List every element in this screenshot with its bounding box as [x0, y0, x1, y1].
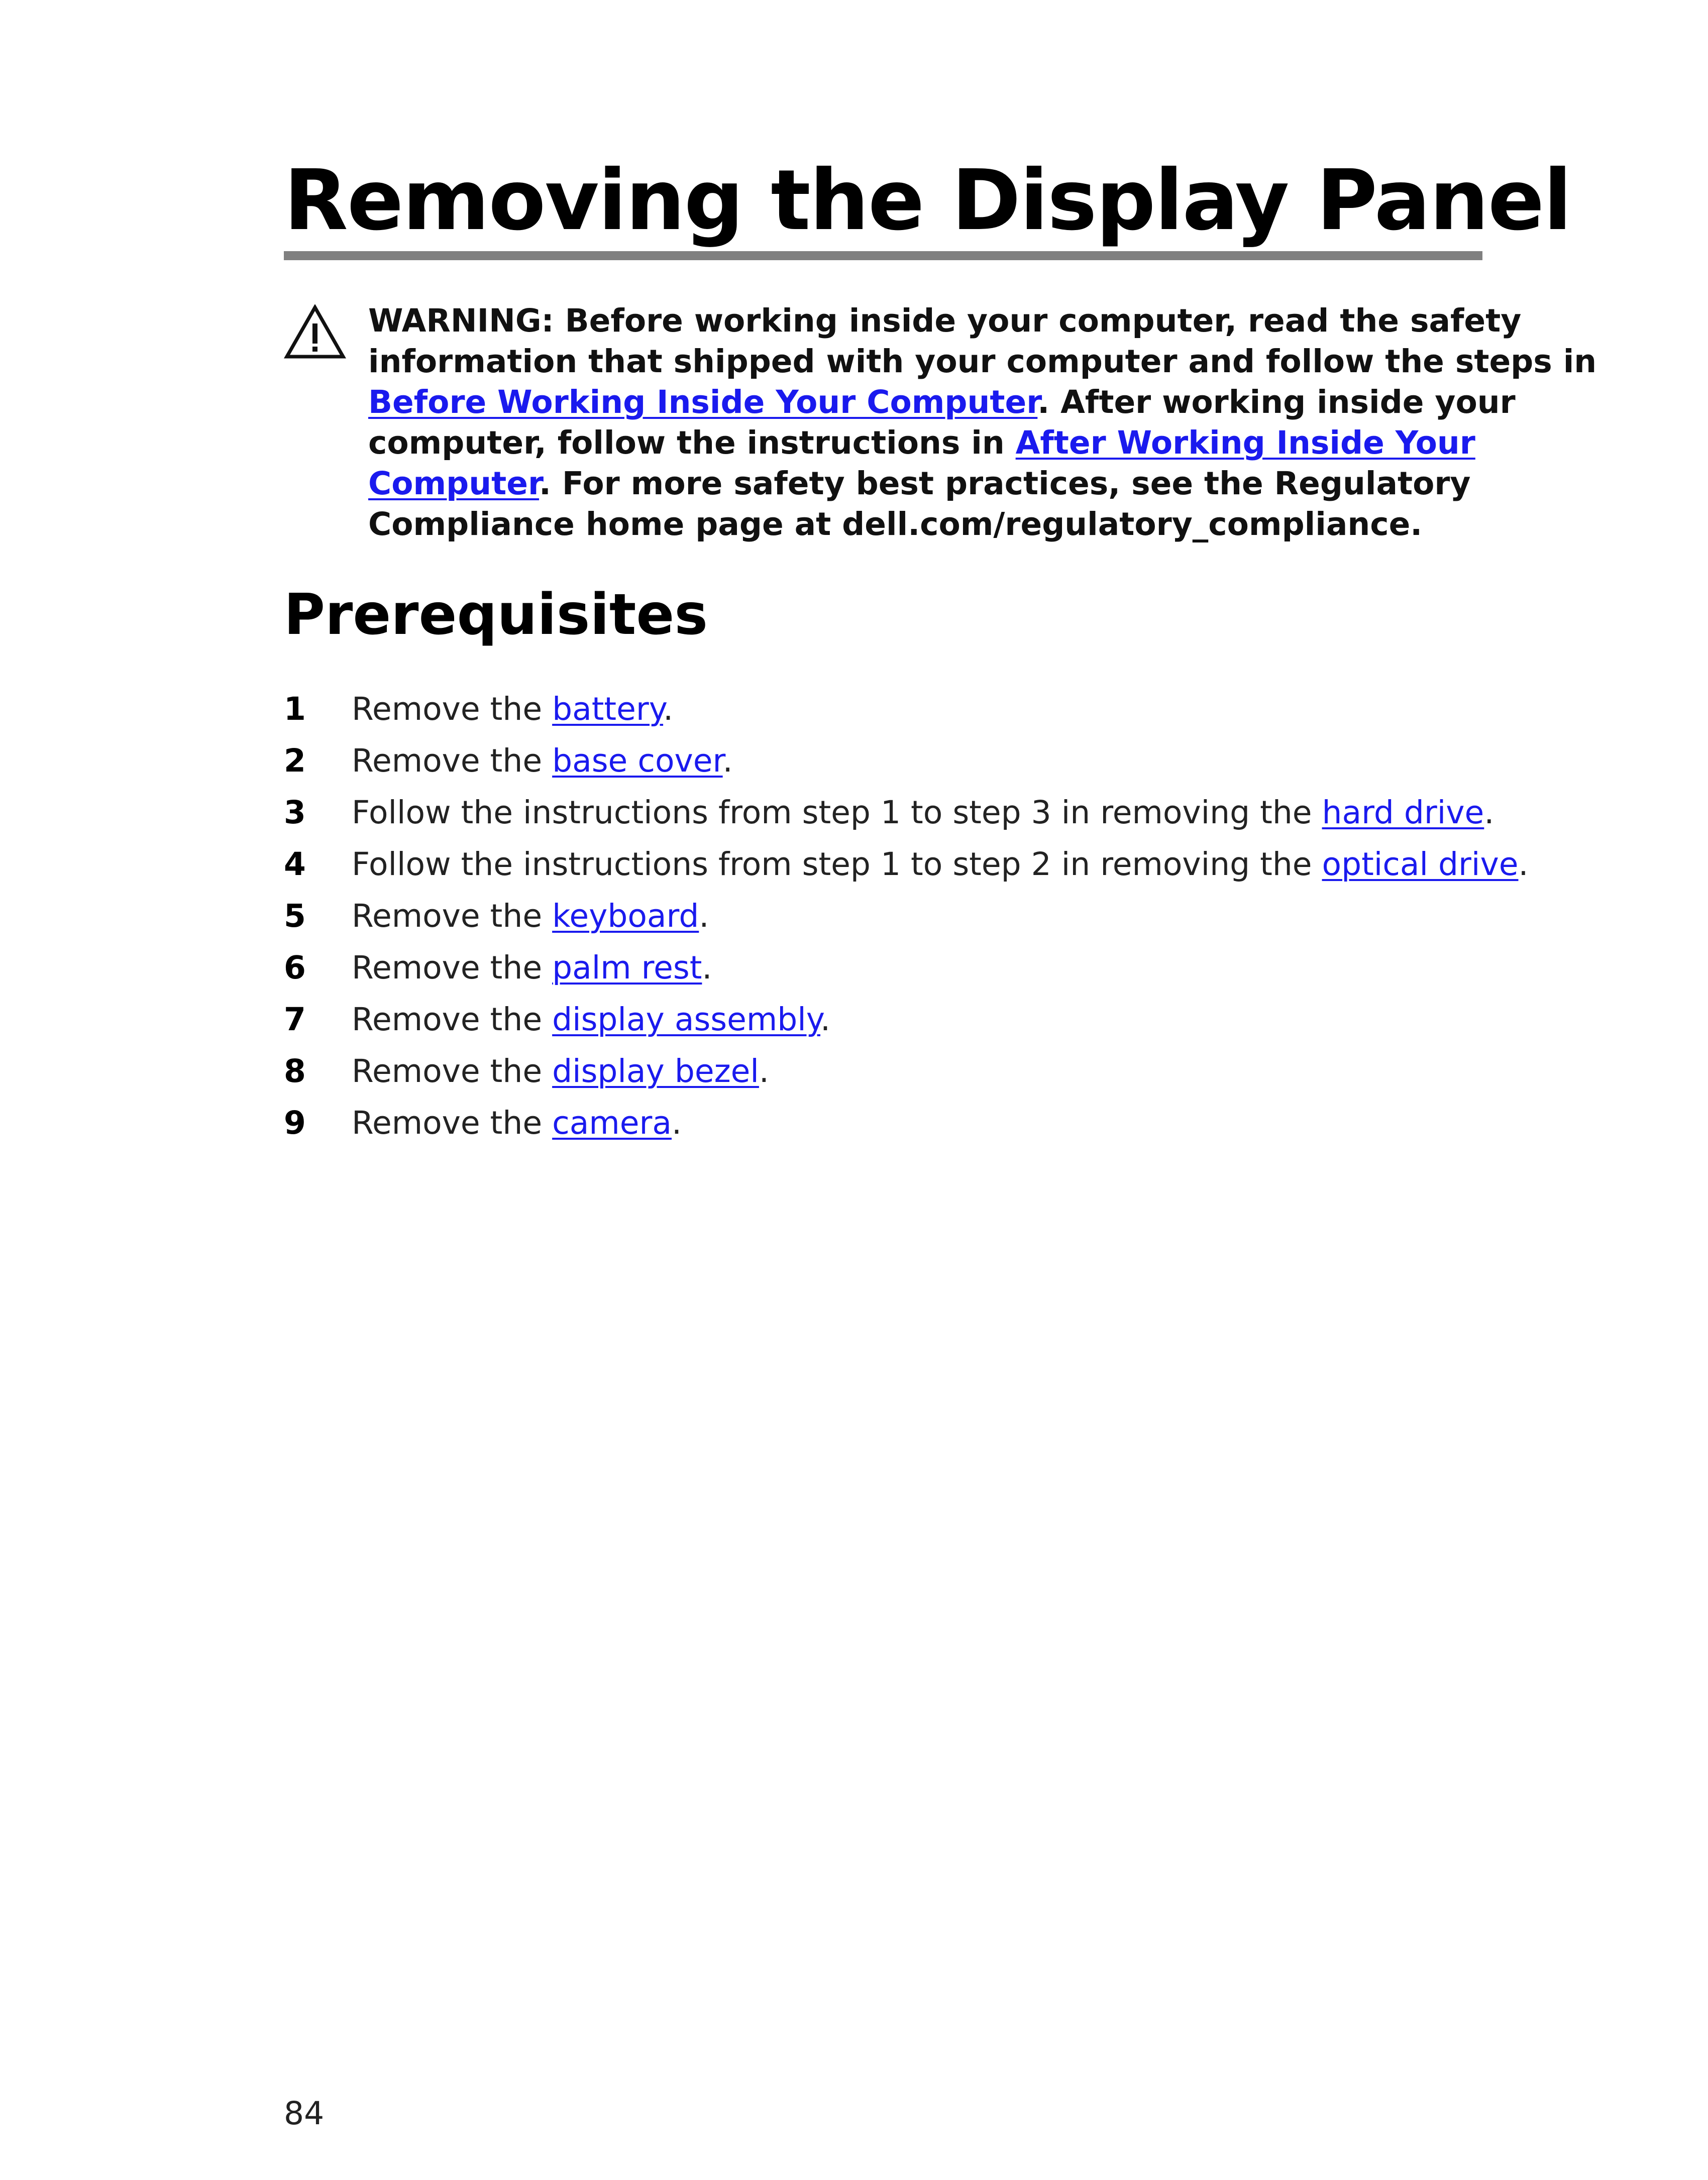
step-text: Follow the instructions from step 1 to step 2 in removing the optical drive. — [352, 846, 1529, 883]
list-item — [284, 735, 1479, 787]
after-working-inside-link[interactable]: After Working Inside Your — [1015, 424, 1475, 461]
step-text: Follow the instructions from step 1 to step 3 in removing the hard drive. — [352, 794, 1494, 831]
warning-notice — [284, 300, 1597, 544]
optical-drive-link[interactable]: optical drive — [1322, 846, 1519, 883]
step-number: 5 — [284, 898, 306, 934]
page-title: Removing the Display Panel — [284, 152, 1571, 249]
step-number: 1 — [284, 691, 306, 727]
step-number: 8 — [284, 1053, 306, 1089]
step-text: Remove the palm rest. — [352, 949, 712, 986]
warning-line-1: WARNING: Before working inside your computer, read the safety — [368, 302, 1522, 339]
step-number: 9 — [284, 1105, 306, 1141]
step-text: Remove the camera. — [352, 1105, 682, 1141]
before-working-inside-link[interactable]: Before Working Inside Your Computer — [368, 384, 1038, 420]
list-item — [284, 683, 1479, 735]
prerequisites-heading: Prerequisites — [284, 582, 708, 647]
display-bezel-link[interactable]: display bezel — [552, 1053, 759, 1089]
step-text: Remove the display bezel. — [352, 1053, 769, 1089]
list-item — [284, 994, 1479, 1045]
display-assembly-link[interactable]: display assembly — [552, 1001, 821, 1038]
warning-line-2: information that shipped with your computer and follow the steps in — [368, 343, 1597, 380]
warning-line-3: Before Working Inside Your Computer. After working inside your — [368, 384, 1516, 420]
base-cover-link[interactable]: base cover — [552, 742, 723, 779]
list-item — [284, 787, 1494, 838]
warning-line-4: computer, follow the instructions in After Working Inside Your — [368, 424, 1475, 461]
step-number: 2 — [284, 742, 306, 779]
step-number: 7 — [284, 1001, 306, 1038]
step-number: 6 — [284, 949, 306, 986]
keyboard-link[interactable]: keyboard — [552, 898, 699, 934]
list-item — [284, 1045, 1479, 1097]
list-item — [284, 890, 1479, 942]
prerequisites-list — [284, 683, 1529, 1149]
list-item — [284, 942, 1479, 994]
warning-line-5: Computer. For more safety best practices, see the Regulatory — [368, 465, 1471, 502]
step-number: 4 — [284, 846, 306, 883]
step-text: Remove the base cover. — [352, 742, 733, 779]
step-number: 3 — [284, 794, 306, 831]
page-content — [284, 151, 1597, 1149]
warning-text — [368, 300, 1597, 544]
list-item — [284, 1097, 1479, 1149]
warning-line-6: Compliance home page at dell.com/regulatory_compliance. — [368, 506, 1423, 542]
palm-rest-link[interactable]: palm rest — [552, 949, 702, 986]
battery-link[interactable]: battery — [552, 691, 664, 727]
hard-drive-link[interactable]: hard drive — [1322, 794, 1484, 831]
title-divider — [284, 251, 1482, 260]
step-text: Remove the display assembly. — [352, 1001, 831, 1038]
page-number: 84 — [284, 2095, 325, 2132]
after-working-inside-link-continued[interactable]: Computer — [368, 465, 540, 502]
camera-link[interactable]: camera — [552, 1105, 672, 1141]
warning-triangle-icon — [284, 304, 346, 361]
list-item — [284, 838, 1529, 890]
step-text: Remove the battery. — [352, 691, 674, 727]
step-text: Remove the keyboard. — [352, 898, 709, 934]
